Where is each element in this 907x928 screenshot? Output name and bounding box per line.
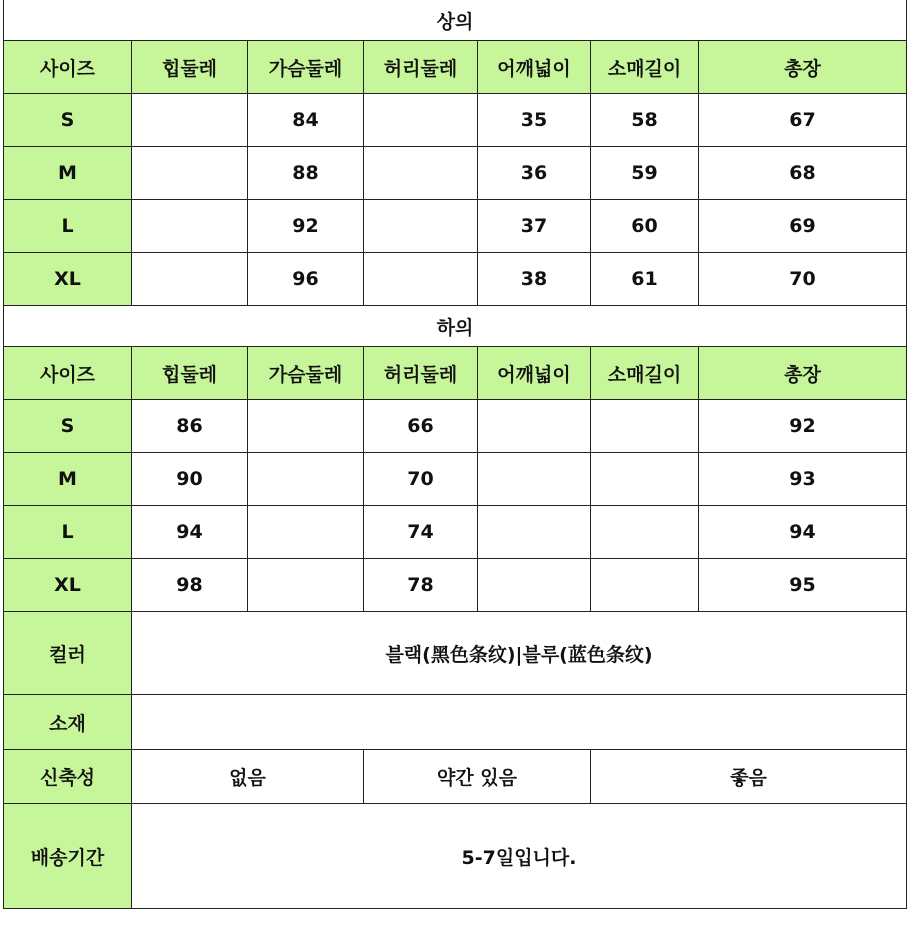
top-header-size: 사이즈: [4, 41, 132, 94]
table-cell: [364, 200, 478, 253]
table-row: [4, 506, 907, 559]
table-cell: [132, 147, 248, 200]
table-cell: 58: [591, 94, 699, 147]
bottom-section-title: 하의: [4, 306, 907, 347]
material-row: [4, 695, 907, 750]
table-cell: 35: [478, 94, 591, 147]
table-cell: 60: [591, 200, 699, 253]
top-header-hip: 힙둘레: [132, 41, 248, 94]
table-row: [4, 94, 907, 147]
bottom-header-row: [4, 347, 907, 400]
shipping-value: 5-7일입니다.: [132, 804, 907, 909]
material-value: [132, 695, 907, 750]
size-label: XL: [4, 559, 132, 612]
stretch-option-slight: 약간 있음: [364, 750, 591, 804]
table-row: [4, 147, 907, 200]
table-cell: [248, 400, 364, 453]
bottom-header-shoulder: 어깨넓이: [478, 347, 591, 400]
table-cell: 37: [478, 200, 591, 253]
table-cell: 69: [699, 200, 907, 253]
table-cell: 92: [699, 400, 907, 453]
stretch-row: [4, 750, 907, 804]
table-cell: [248, 506, 364, 559]
size-label: S: [4, 400, 132, 453]
size-label: XL: [4, 253, 132, 306]
table-cell: 74: [364, 506, 478, 559]
bottom-header-chest: 가슴둘레: [248, 347, 364, 400]
bottom-header-hip: 힙둘레: [132, 347, 248, 400]
stretch-option-none: 없음: [132, 750, 364, 804]
table-cell: [478, 453, 591, 506]
table-cell: 95: [699, 559, 907, 612]
table-cell: 66: [364, 400, 478, 453]
top-header-sleeve: 소매길이: [591, 41, 699, 94]
size-label: L: [4, 506, 132, 559]
table-cell: 70: [699, 253, 907, 306]
top-section-title: 상의: [4, 0, 907, 41]
table-cell: [478, 559, 591, 612]
color-label: 컬러: [4, 612, 132, 695]
size-label: S: [4, 94, 132, 147]
table-cell: 61: [591, 253, 699, 306]
table-cell: 94: [132, 506, 248, 559]
size-chart-table: [3, 0, 907, 909]
shipping-row: [4, 804, 907, 909]
size-label: L: [4, 200, 132, 253]
top-header-waist: 허리둘레: [364, 41, 478, 94]
table-cell: [364, 94, 478, 147]
table-row: [4, 400, 907, 453]
table-cell: 84: [248, 94, 364, 147]
table-row: [4, 253, 907, 306]
table-cell: 70: [364, 453, 478, 506]
table-cell: [132, 200, 248, 253]
shipping-label: 배송기간: [4, 804, 132, 909]
table-cell: 86: [132, 400, 248, 453]
bottom-section-row: [4, 306, 907, 347]
size-label: M: [4, 147, 132, 200]
table-cell: [132, 94, 248, 147]
top-header-row: [4, 41, 907, 94]
bottom-header-length: 총장: [699, 347, 907, 400]
table-cell: [248, 559, 364, 612]
stretch-option-good: 좋음: [591, 750, 907, 804]
table-cell: 96: [248, 253, 364, 306]
table-cell: [591, 506, 699, 559]
table-cell: [478, 400, 591, 453]
bottom-header-waist: 허리둘레: [364, 347, 478, 400]
table-cell: 36: [478, 147, 591, 200]
table-cell: 94: [699, 506, 907, 559]
table-cell: 98: [132, 559, 248, 612]
table-cell: [478, 506, 591, 559]
color-row: [4, 612, 907, 695]
table-cell: [132, 253, 248, 306]
top-section-row: [4, 0, 907, 41]
table-cell: 93: [699, 453, 907, 506]
table-row: [4, 453, 907, 506]
table-cell: 68: [699, 147, 907, 200]
table-cell: 78: [364, 559, 478, 612]
table-cell: 92: [248, 200, 364, 253]
top-header-shoulder: 어깨넓이: [478, 41, 591, 94]
table-cell: [591, 559, 699, 612]
table-cell: 90: [132, 453, 248, 506]
table-cell: 67: [699, 94, 907, 147]
color-value: 블랙(黑色条纹)|블루(蓝色条纹): [132, 612, 907, 695]
table-cell: [364, 147, 478, 200]
table-row: [4, 200, 907, 253]
table-cell: [364, 253, 478, 306]
table-cell: 38: [478, 253, 591, 306]
table-cell: 88: [248, 147, 364, 200]
table-cell: [591, 453, 699, 506]
bottom-header-sleeve: 소매길이: [591, 347, 699, 400]
stretch-label: 신축성: [4, 750, 132, 804]
table-cell: 59: [591, 147, 699, 200]
bottom-header-size: 사이즈: [4, 347, 132, 400]
size-label: M: [4, 453, 132, 506]
top-header-length: 총장: [699, 41, 907, 94]
material-label: 소재: [4, 695, 132, 750]
table-cell: [248, 453, 364, 506]
top-header-chest: 가슴둘레: [248, 41, 364, 94]
table-row: [4, 559, 907, 612]
table-cell: [591, 400, 699, 453]
